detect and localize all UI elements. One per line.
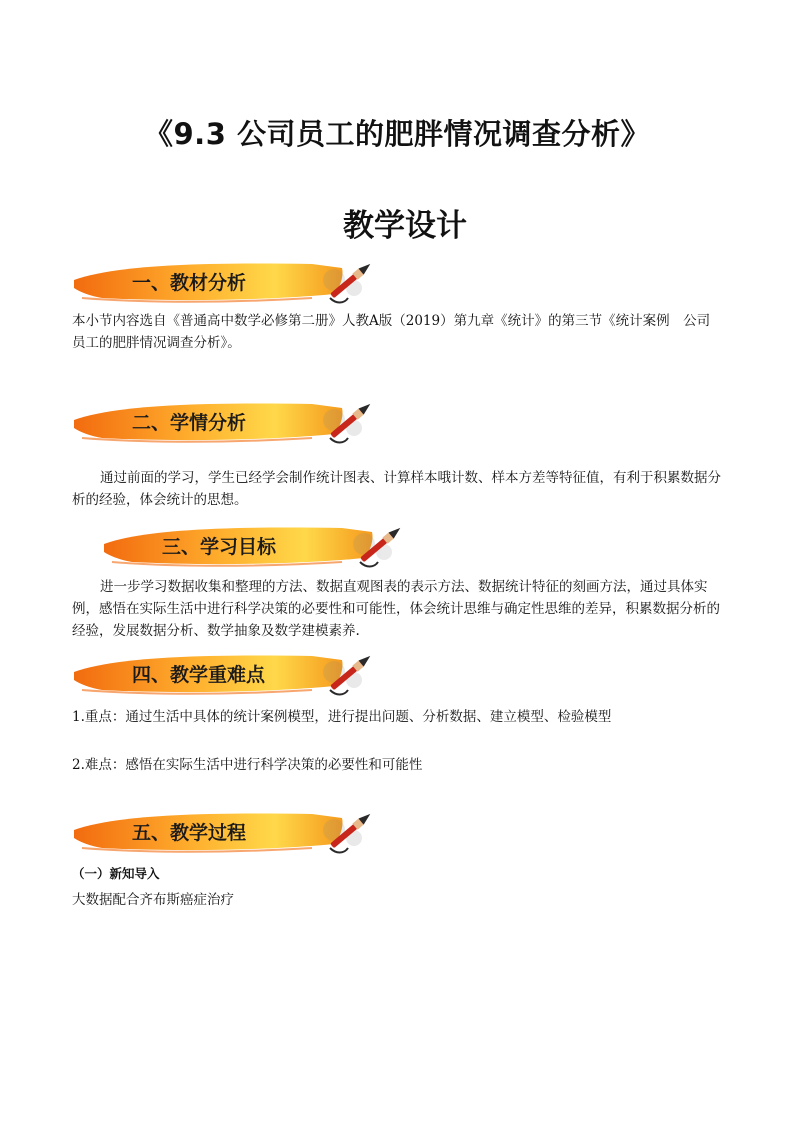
section-banner-4 — [72, 650, 372, 698]
section-heading-1: 一、教材分析 — [132, 272, 247, 294]
section-banner-3 — [102, 522, 402, 570]
section-heading-2: 二、学情分析 — [132, 412, 247, 434]
section-3-paragraph: 进一步学习数据收集和整理的方法、数据直观图表的表示方法、数据统计特征的刻画方法，通过具体实例，感悟在实际生活中进行科学决策的必要性和可能性，体会统计思维与确定性思维的差异，积累数据分析的经验，发展数据分析、数学抽象及数学建模素养. — [72, 579, 720, 639]
section-2-paragraph: 通过前面的学习，学生已经学会制作统计图表、计算样本哦计数、样本方差等特征值，有利于积累数据分析的经验，体会统计的思想。 — [72, 470, 721, 508]
section-4-difficult-point: 2.难点：感悟在实际生活中进行科学决策的必要性和可能性 — [72, 757, 423, 773]
document-title: 《9.3 公司员工的肥胖情况调查分析》 — [144, 117, 650, 151]
section-1-paragraph: 本小节内容选自《普通高中数学必修第二册》人教A版（2019）第九章《统计》的第三节《统计案例 公司员工的肥胖情况调查分析》。 — [72, 313, 711, 351]
section-banner-5 — [72, 808, 372, 856]
section-heading-5: 五、教学过程 — [132, 822, 247, 844]
section-5-subheading: （一）新知导入 — [72, 866, 160, 881]
section-4-key-point: 1.重点：通过生活中具体的统计案例模型，进行提出问题、分析数据、建立模型、检验模型 — [72, 709, 612, 725]
section-5-paragraph: 大数据配合齐布斯癌症治疗 — [72, 892, 234, 908]
document-subtitle: 教学设计 — [343, 208, 467, 244]
section-heading-3: 三、学习目标 — [162, 536, 277, 558]
section-banner-1 — [72, 258, 372, 306]
section-banner-2 — [72, 398, 372, 446]
section-heading-4: 四、教学重难点 — [132, 664, 266, 686]
